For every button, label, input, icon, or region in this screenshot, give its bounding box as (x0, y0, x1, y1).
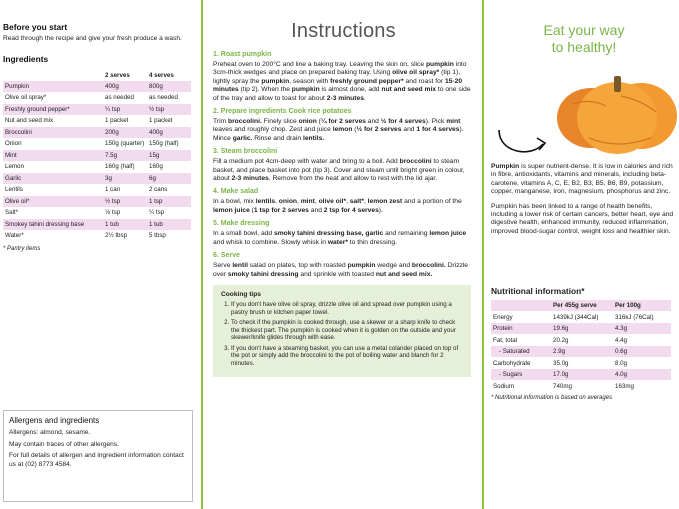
nutrient-value: 8.0g (613, 357, 671, 369)
ingredient-row (3, 173, 191, 185)
ingredient-row (3, 92, 191, 104)
ingredient-row (3, 127, 191, 139)
nutrition-footnote: * Nutritional information is based on averages (491, 394, 613, 401)
ingredient-amount: ¼ tsp (103, 104, 147, 116)
step-text: Preheat oven to 200°C and line a baking tray. Leaving the skin on, slice pumpkin into 3cm-thick wedges and place on prepared baking tray. Using olive oil spray* (tip 1), lightly spray the pumpkin, season with freshly ground pepper* and roast for 15-20 minutes (tip 2). When the pumpkin is almost done, add nut and seed mix to one side of the tray and allow to toast for about 2-3 minutes. (213, 61, 471, 102)
left-column (0, 0, 197, 509)
cooking-tip: 3. If you don't have a steaming basket, you can use a metal colander placed on top of the pot or simply add the broccolini to the pot of boiling water and blanch for 2 minutes. (231, 345, 463, 368)
pumpkin-stem (614, 76, 621, 92)
nutrient-value: 20.2g (551, 334, 613, 346)
nutrition-row (491, 323, 671, 335)
ingredient-name: Lentils (3, 184, 103, 196)
nutrient-value: 740mg (551, 380, 613, 392)
ingredient-amount: 150g (quarter) (103, 138, 147, 150)
ingredient-name: Mint (3, 150, 103, 162)
ingredient-amount: 3g (103, 173, 147, 185)
nutrition-header-cell: Per 100g (613, 300, 671, 311)
column-divider-right (482, 0, 484, 509)
ingredient-amount: ½ tsp (147, 104, 191, 116)
ingredients-header-cell: 2 serves (103, 70, 147, 81)
nutrient-name: Protein (491, 323, 551, 335)
ingredients-header-cell: 4 serves (147, 70, 191, 81)
ingredient-amount: 1 can (103, 184, 147, 196)
column-divider-left (201, 0, 203, 509)
nutrient-name: Carbohydrate (491, 357, 551, 369)
allergen-heading: Allergens and ingredients (9, 416, 100, 425)
ingredient-amount: ½ tsp (103, 196, 147, 208)
step-heading: 1. Roast pumpkin (213, 51, 272, 58)
nutrition-row (491, 380, 671, 392)
ingredient-amount: 5 tbsp (147, 230, 191, 242)
ingredient-row (3, 138, 191, 150)
ingredient-amount: 160g (147, 161, 191, 173)
ingredient-amount: as needed (147, 92, 191, 104)
ingredient-amount: 400g (103, 81, 147, 93)
cooking-tip: 1. If you don't have olive oil spray, drizzle olive oil and spread over pumpkin using a pastry brush or kitchen paper towel. (231, 301, 463, 316)
nutrient-value: 4.4g (613, 334, 671, 346)
step-heading: 2. Prepare ingredients Cook rice potatoes (213, 108, 352, 116)
cooking-tips-box (213, 285, 471, 377)
nutrition-heading: Nutritional information* (491, 286, 585, 297)
ingredient-amount: 150g (half) (147, 138, 191, 150)
ingredient-amount: 6g (147, 173, 191, 185)
ingredient-name: Onion (3, 138, 103, 150)
pumpkin-nutrient-paragraph: Pumpkin is super nutrient-dense. It is low in calories and rich in fibre, antioxidants, vitamins and minerals, including beta-carotene, vitamins A, C, E, B2, B3, B5, B6, B9, potassium, copper, manganese, iron, magnesium, phosphorus and zinc. (491, 163, 673, 196)
ingredient-amount: 1 tub (103, 219, 147, 231)
ingredient-amount: 1 packet (103, 115, 147, 127)
ingredient-name: Smokey tahini dressing base (3, 219, 103, 231)
instruction-step (213, 220, 474, 247)
step-text: In a small bowl, add smoky tahini dressing base, garlic and remaining lemon juice and whisk to combine. Slowly whisk in water* to thin dressing. (213, 230, 467, 246)
pumpkin-image (491, 58, 679, 163)
nutrient-value: 1439kJ (344Cal) (551, 311, 613, 323)
ingredient-amount: 2 cans (147, 184, 191, 196)
nutrient-name: Fat, total (491, 334, 551, 346)
ingredient-row (3, 150, 191, 162)
nutrient-value: 4.3g (613, 323, 671, 335)
ingredient-name: Nut and seed mix (3, 115, 103, 127)
instruction-step (213, 51, 474, 103)
slogan (491, 22, 677, 56)
ingredient-row (3, 115, 191, 127)
ingredient-row (3, 219, 191, 231)
instruction-step (213, 148, 474, 183)
pantry-note: * Pantry items (3, 245, 41, 252)
middle-column (207, 0, 478, 509)
step-text: Fill a medium pot 4cm-deep with water and bring to a boil. Add broccolini to steam basket, and place basket into pot (tip 3). Cover and steam until bright green in colour, about 2-3 minutes. Remove from the heat and allow to rest with the lid ajar. (213, 158, 465, 183)
ingredient-amount: 1 tsp (147, 196, 191, 208)
nutrient-value: 2.9g (551, 346, 613, 358)
step-heading: 4. Make salad (213, 188, 259, 196)
ingredient-amount: ⅛ tsp (103, 207, 147, 219)
step-heading: 6. Serve (213, 252, 240, 260)
ingredient-row (3, 81, 191, 93)
ingredient-name: Olive oil spray* (3, 92, 103, 104)
ingredient-name: Salt* (3, 207, 103, 219)
nutrition-row (491, 311, 671, 323)
allergen-traces: May contain traces of other allergens. (9, 440, 119, 448)
ingredients-table (3, 70, 191, 242)
cooking-tip: 2. To check if the pumpkin is cooked through, use a skewer or a sharp knife to check the thickest part. The pumpkin is cooked when it is golden on the outside and your skewer/knife glides through with ease. (231, 319, 463, 342)
allergen-list: Allergens: almond, sesame. (9, 429, 91, 436)
ingredient-name: Olive oil* (3, 196, 103, 208)
nutrient-value: 0.6g (613, 346, 671, 358)
instruction-step (213, 108, 474, 143)
nutrient-value: 316kJ (76Cal) (613, 311, 671, 323)
ingredient-amount: as needed (103, 92, 147, 104)
ingredient-row (3, 184, 191, 196)
pumpkin-illustration (491, 58, 679, 163)
nutrition-header-row (491, 300, 671, 311)
instruction-step (213, 188, 474, 215)
ingredient-amount: 2½ tbsp (103, 230, 147, 242)
nutrient-value: 163mg (613, 380, 671, 392)
pumpkin-arrow-line (499, 130, 543, 152)
ingredient-name: Water* (3, 230, 103, 242)
nutrient-name: - Sugars (491, 369, 551, 381)
ingredient-amount: 1 packet (147, 115, 191, 127)
ingredient-row (3, 230, 191, 242)
steps-list (213, 51, 474, 279)
nutrition-header-cell (491, 300, 551, 311)
nutrient-value: 19.6g (551, 323, 613, 335)
allergen-contact: For full details of allergen and ingredient information contact us at (02) 8773 4584. (9, 452, 184, 468)
slogan-line-2: to healthy! (551, 39, 617, 55)
ingredient-name: Broccolini (3, 127, 103, 139)
step-text: In a bowl, mix lentils, onion, mint, olive oil*, salt*, lemon zest and a portion of the lemon juice (1 tsp for 2 serves and 2 tsp for 4 serves). (213, 198, 462, 214)
ingredients-heading: Ingredients (3, 53, 49, 64)
nutrition-row (491, 357, 671, 369)
ingredient-amount: 160g (half) (103, 161, 147, 173)
ingredients-header-cell (3, 70, 103, 81)
ingredient-row (3, 161, 191, 173)
ingredient-amount: 7.5g (103, 150, 147, 162)
ingredient-amount: 1 tub (147, 219, 191, 231)
nutrient-value: 4.0g (613, 369, 671, 381)
ingredient-name: Lemon (3, 161, 103, 173)
nutrition-row (491, 334, 671, 346)
ingredient-name: Garlic (3, 173, 103, 185)
ingredient-name: Pumpkin (3, 81, 103, 93)
ingredient-amount: 200g (103, 127, 147, 139)
ingredient-row (3, 207, 191, 219)
nutrient-value: 17.0g (551, 369, 613, 381)
pumpkin-benefits-paragraph: Pumpkin has been linked to a range of health benefits, including a lower risk of certain cancers, better heart, eye and digestive health, enhanced immunity, reduced inflammation, improved blood-sugar control, weight loss and healthier skin. (491, 202, 674, 235)
allergen-box (3, 410, 193, 502)
ingredient-name: Freshly ground pepper* (3, 104, 103, 116)
ingredient-row (3, 196, 191, 208)
before-you-start-heading: Before you start (3, 22, 68, 32)
instructions-title: Instructions (291, 20, 396, 42)
step-heading: 5. Make dressing (213, 220, 270, 228)
step-heading: 3. Steam broccolini (213, 148, 278, 156)
nutrition-header-cell: Per 455g serve (551, 300, 613, 311)
pumpkin-lobe (577, 82, 657, 154)
before-you-start-text: Read through the recipe and give your fresh produce a wash. (3, 35, 182, 42)
ingredient-amount: 15g (147, 150, 191, 162)
nutrient-name: - Saturated (491, 346, 551, 358)
step-text: Trim broccolini. Finely slice onion (¼ for 2 serves and ½ for 4 serves). Pick mint leaves and roughly chop. Zest and juice lemon (½ for 2 serves and 1 for 4 serves). Mince garlic. Rinse and drain lentils. (213, 118, 464, 142)
ingredient-amount: 800g (147, 81, 191, 93)
nutrient-name: Sodium (491, 380, 551, 392)
nutrient-name: Energy (491, 311, 551, 323)
nutrient-value: 35.0g (551, 357, 613, 369)
ingredient-amount: ¼ tsp (147, 207, 191, 219)
nutrition-row (491, 369, 671, 381)
slogan-line-1: Eat your way (543, 22, 625, 38)
cooking-tips-heading: Cooking tips (221, 290, 261, 298)
nutrition-row (491, 346, 671, 358)
ingredients-header-row (3, 70, 191, 81)
cooking-tips-list (221, 301, 463, 368)
nutrition-table (491, 300, 671, 392)
right-column (488, 0, 679, 509)
step-text: Serve lentil salad on plates, top with roasted pumpkin wedge and broccolini. Drizzle over smoky tahini dressing and sprinkle with toasted nut and seed mix. (213, 262, 469, 278)
ingredient-amount: 400g (147, 127, 191, 139)
ingredient-row (3, 104, 191, 116)
instruction-step (213, 252, 474, 279)
